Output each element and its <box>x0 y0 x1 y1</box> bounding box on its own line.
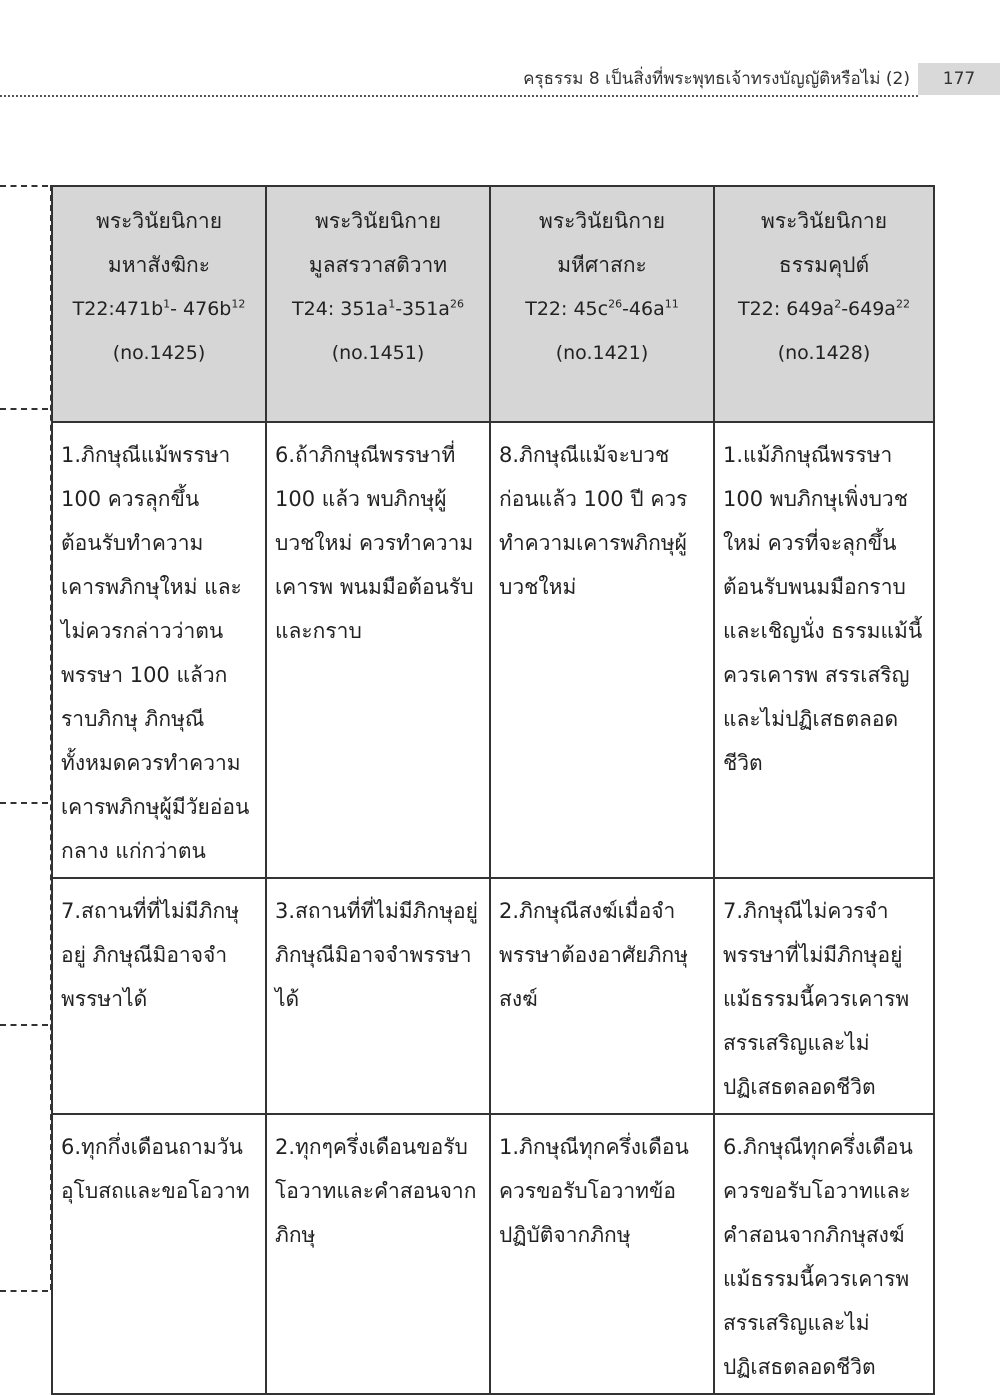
column-title: พระวินัยนิกาย <box>538 209 666 233</box>
column-number: (no.1428) <box>777 342 871 364</box>
column-header-mahisasaka <box>490 186 714 422</box>
table-cell: 7.ภิกษุณีไม่ควรจำพรรษาที่ไม่มีภิกษุอยู่ แม้ธรรมนี้ควรเคารพ สรรเสริญและไม่ปฏิเสธตลอดชีวิต <box>714 878 934 1114</box>
column-title: พระวินัยนิกาย <box>314 209 442 233</box>
column-title: พระวินัยนิกาย <box>95 209 223 233</box>
dashed-tick-4 <box>0 1024 48 1026</box>
vinaya-comparison-table <box>51 185 935 1395</box>
column-header-mulasarvastivada <box>266 186 490 422</box>
column-school: มูลสรวาสติวาท <box>308 253 448 277</box>
column-school: มหาสังฆิกะ <box>107 253 211 277</box>
dashed-tick-1 <box>0 185 48 187</box>
table-cell: 3.สถานที่ที่ไม่มีภิกษุอยู่ ภิกษุณีมิอาจจำพรรษาได้ <box>266 878 490 1114</box>
table-cell: 7.สถานที่ที่ไม่มีภิกษุอยู่ ภิกษุณีมิอาจจำพรรษาได้ <box>52 878 266 1114</box>
table-cell: 1.ภิกษุณีทุกครึ่งเดือนควรขอรับโอวาทข้อปฏิบัติจากภิกษุ <box>490 1114 714 1394</box>
dashed-tick-2 <box>0 408 48 410</box>
table-cell: 1.แม้ภิกษุณีพรรษา 100 พบภิกษุเพิ่งบวชใหม่ ควรที่จะลุกขึ้นต้อนรับพนมมือกราบและเชิญนั่ง ธรรมแม้นี้ควรเคารพ สรรเสริญและไม่ปฏิเสธตลอดชีวิต <box>714 422 934 878</box>
column-reference: T24: $351a^1-351a^{26}$ <box>292 297 464 320</box>
column-header-mahasanghika <box>52 186 266 422</box>
table-header-row <box>52 186 934 422</box>
table-cell: 2.ภิกษุณีสงฆ์เมื่อจำพรรษาต้องอาศัยภิกษุสงฆ์ <box>490 878 714 1114</box>
dashed-tick-5 <box>0 1290 48 1292</box>
table-cell: 8.ภิกษุณีแม้จะบวชก่อนแล้ว 100 ปี ควรทำความเคารพภิกษุผู้บวชใหม่ <box>490 422 714 878</box>
table-row <box>52 1114 934 1394</box>
dashed-tick-3 <box>0 802 48 804</box>
running-header-title: ครุธรรม 8 เป็นสิ่งที่พระพุทธเจ้าทรงบัญญัติหรือไม่ (2) <box>523 69 910 89</box>
column-number: (no.1451) <box>331 342 425 364</box>
header-dotted-rule <box>0 95 918 97</box>
table-cell: 6.ถ้าภิกษุณีพรรษาที่ 100 แล้ว พบภิกษุผู้บวชใหม่ ควรทำความเคารพ พนมมือต้อนรับและกราบ <box>266 422 490 878</box>
table-cell: 6.ภิกษุณีทุกครึ่งเดือนควรขอรับโอวาทและคำสอนจากภิกษุสงฆ์ แม้ธรรมนี้ควรเคารพ สรรเสริญและไม่ปฏิเสธตลอดชีวิต <box>714 1114 934 1394</box>
table-row <box>52 422 934 878</box>
column-reference: T22: $649a^2-649a^{22}$ <box>738 297 910 320</box>
page-number: 177 <box>918 63 1000 95</box>
table-cell: 1.ภิกษุณีแม้พรรษา 100 ควรลุกขึ้นต้อนรับทำความเคารพภิกษุใหม่ และไม่ควรกล่าวว่าตนพรรษา 100 แล้วกราบภิกษุ ภิกษุณีทั้งหมดควรทำความเคารพภิกษุผู้มีวัยอ่อนกลาง แก่กว่าตน <box>52 422 266 878</box>
column-number: (no.1421) <box>555 342 649 364</box>
column-header-dharmaguptaka <box>714 186 934 422</box>
column-school: ธรรมคุปต์ <box>778 253 870 277</box>
table-cell: 6.ทุกกึ่งเดือนถามวันอุโบสถและขอโอวาท <box>52 1114 266 1394</box>
column-reference: T22: $45c^{26}-46a^{11}$ <box>525 297 679 320</box>
column-title: พระวินัยนิกาย <box>760 209 888 233</box>
column-reference: $T22:471b^1-$ $476b^{12}$ <box>72 297 246 320</box>
table-row <box>52 878 934 1114</box>
column-number: (no.1425) <box>112 342 206 364</box>
table-cell: 2.ทุกๆครึ่งเดือนขอรับโอวาทและคำสอนจากภิกษุ <box>266 1114 490 1394</box>
column-school: มหีศาสกะ <box>557 253 647 277</box>
